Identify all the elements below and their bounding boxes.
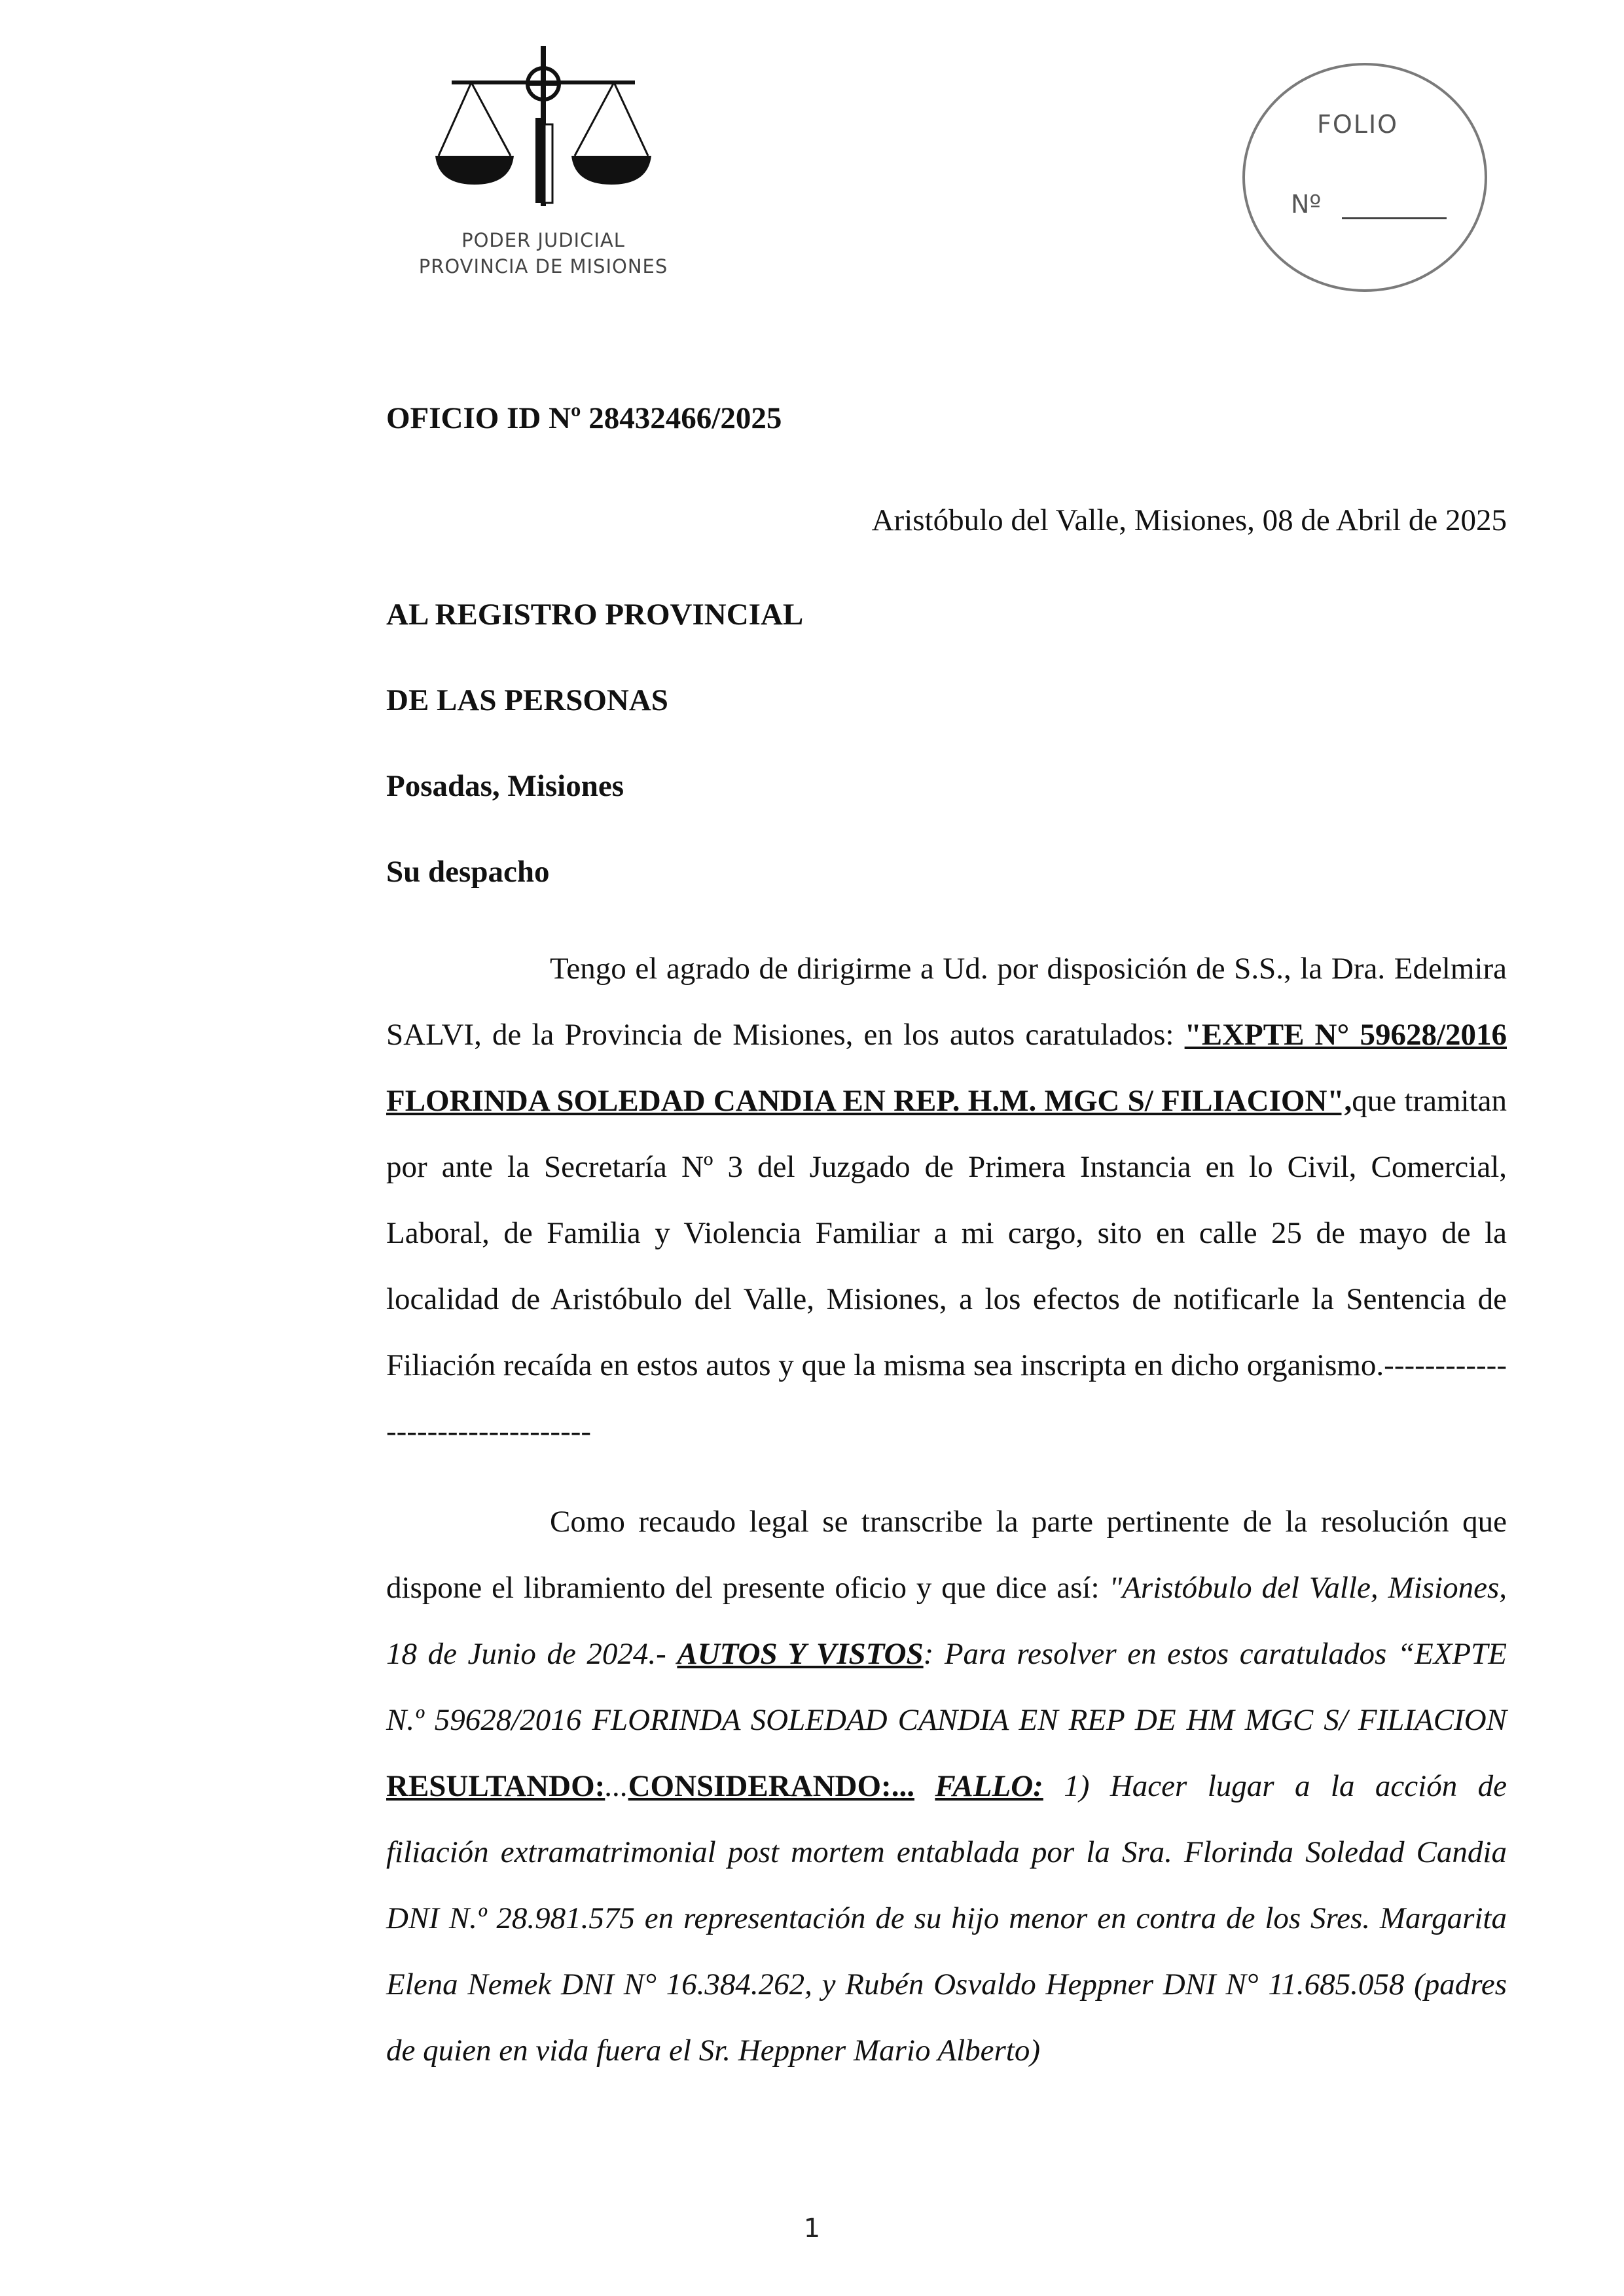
quote-part-1: "Aristóbulo del Valle, Misiones, 18 de Junio de 2024.- <box>386 1571 1507 1671</box>
folio-label: FOLIO <box>1317 110 1399 139</box>
page-number: 1 <box>803 2214 821 2244</box>
addressee-line-3: Posadas, Misiones <box>386 769 624 803</box>
court-logo <box>406 39 681 288</box>
paragraph-1-text-1: Tengo el agrado de dirigirme a Ud. por disposición de S.S., la Dra. Edelmira SALVI, de la Provincia de Misiones, en los autos caratulados: <box>386 952 1507 1052</box>
resultando-heading: RESULTANDO: <box>386 1769 605 1803</box>
place-and-date: Aristóbulo del Valle, Misiones, 08 de Abril de 2025 <box>871 503 1507 537</box>
addressee-line-1: AL REGISTRO PROVINCIAL <box>386 598 804 632</box>
oficio-id: OFICIO ID Nº 28432466/2025 <box>386 401 782 435</box>
folio-stamp <box>1242 63 1487 292</box>
ellipsis: ... <box>605 1769 628 1803</box>
case-title: "EXPTE N° 59628/2016 FLORINDA SOLEDAD CANDIA EN REP. H.M. MGC S/ FILIACION", <box>386 1018 1507 1118</box>
addressee-line-2: DE LAS PERSONAS <box>386 683 668 717</box>
considerando-heading: CONSIDERANDO:... <box>628 1769 914 1803</box>
autos-y-vistos-heading: AUTOS Y VISTOS <box>677 1637 924 1671</box>
space <box>914 1769 935 1803</box>
addressee-line-4: Su despacho <box>386 855 550 889</box>
paragraph-2-text-1: Como recaudo legal se transcribe la parte pertinente de la resolución que dispone el libramiento del presente oficio y que dice así: <box>386 1505 1507 1605</box>
body-paragraph-1 <box>386 936 1507 1465</box>
logo-text-line2: PROVINCIA DE MISIONES <box>418 255 668 278</box>
scales-of-justice-icon <box>432 39 655 216</box>
folio-number-blank <box>1342 217 1447 219</box>
logo-text-line1: PODER JUDICIAL <box>461 229 625 251</box>
body-paragraph-2 <box>386 1489 1507 2084</box>
fallo-heading: FALLO: <box>935 1769 1043 1803</box>
quote-part-2: : Para resolver en estos caratulados “EXPTE N.º 59628/2016 FLORINDA SOLEDAD CANDIA EN REP DE HM MGC S/ FILIACION <box>386 1637 1507 1737</box>
paragraph-1-text-2: que tramitan por ante la Secretaría Nº 3 del Juzgado de Primera Instancia en lo Civil, Comercial, Laboral, de Familia y Violencia Familiar a mi cargo, sito en calle 25 de mayo de la localidad de Aristóbulo del Valle, Misiones, a los efectos de notificarle la Sentencia de Filiación recaída en estos autos y que la misma sea inscripta en dicho organismo.-------------------------------- <box>386 1084 1507 1448</box>
folio-number-label: Nº <box>1291 190 1322 219</box>
quote-part-3: 1) Hacer lugar a la acción de filiación extramatrimonial post mortem entablada por la Sra. Florinda Soledad Candia DNI N.º 28.981.575 en representación de su hijo menor en contra de los Sres. Margarita Elena Nemek DNI N° 16.384.262, y Rubén Osvaldo Heppner DNI N° 11.685.058 (padres de quien en vida fuera el Sr. Heppner Mario Alberto) <box>386 1769 1507 2068</box>
